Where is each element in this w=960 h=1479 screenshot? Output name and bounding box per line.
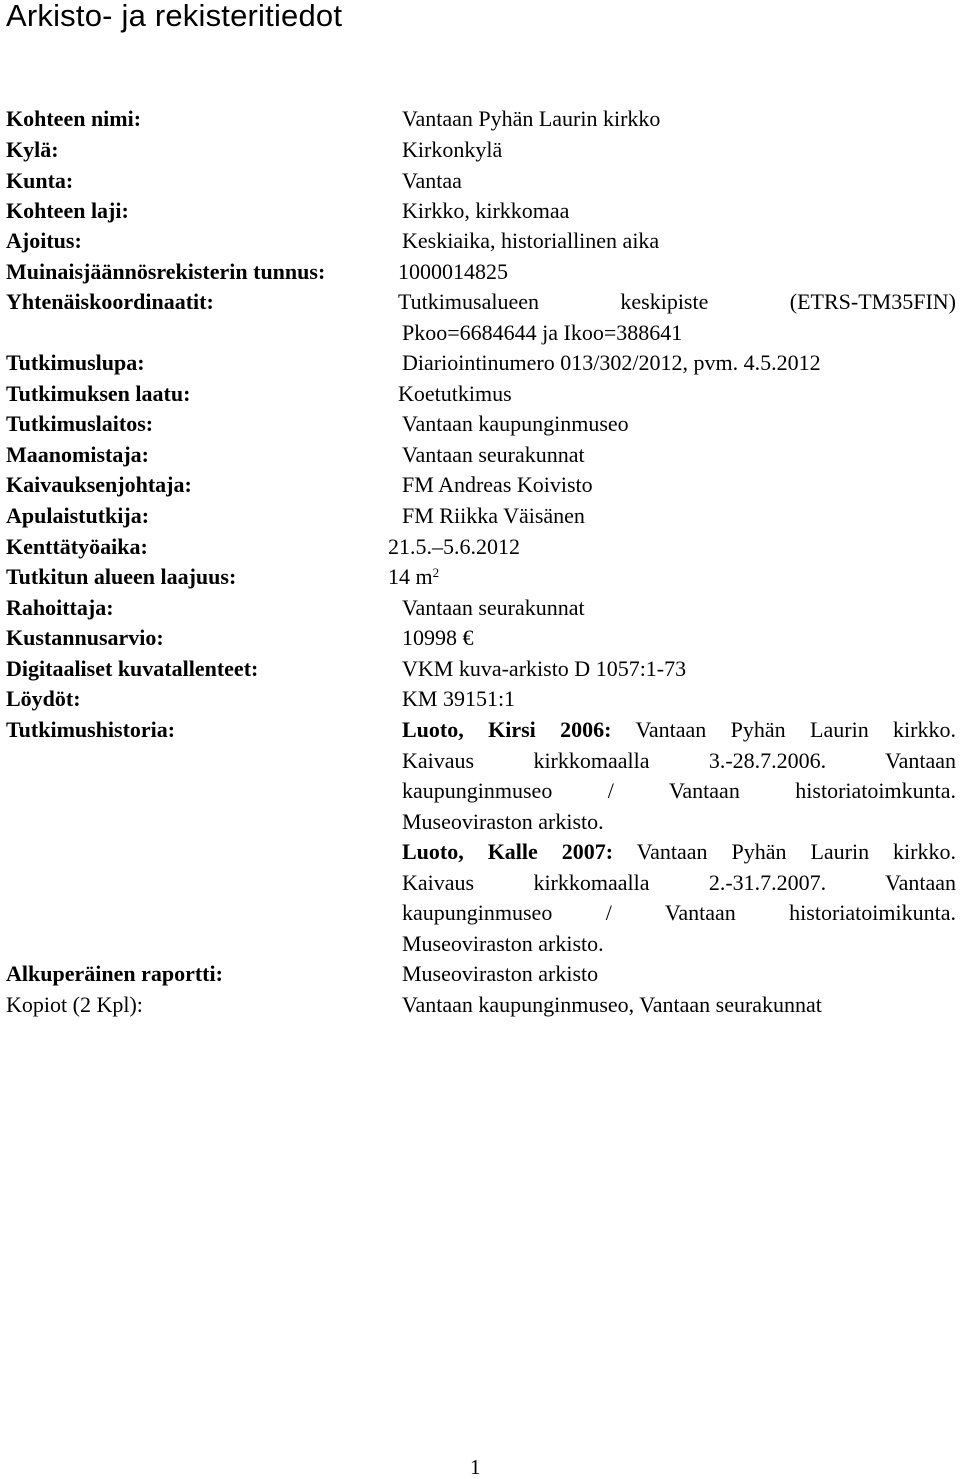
history-entry-line <box>6 868 956 898</box>
field-label: Kohteen nimi: <box>6 106 142 131</box>
page-title: Arkisto- ja rekisteritiedot <box>6 0 343 33</box>
field-tutkimuslupa <box>6 348 956 378</box>
field-kaivauksenjohtaja <box>6 470 956 500</box>
field-value: KM 39151:1 <box>402 686 516 711</box>
field-label: Kunta: <box>6 168 74 193</box>
field-tutkimuslaitos <box>6 409 956 439</box>
history-text: kaupunginmuseo / Vantaan historiatoimikunta. <box>402 900 956 925</box>
field-label: Tutkimuslupa: <box>6 350 145 375</box>
field-value: Vantaan seurakunnat <box>402 442 585 467</box>
field-value: 1000014825 <box>398 259 508 284</box>
field-label: Kenttätyöaika: <box>6 534 148 559</box>
history-entry-line <box>6 746 956 776</box>
field-label: Kohteen laji: <box>6 198 129 223</box>
field-kopiot <box>6 990 956 1020</box>
field-tunnus <box>6 257 956 287</box>
history-text: Kaivaus kirkkomaalla 3.-28.7.2006. Vantaan <box>402 748 956 773</box>
field-kenttatyoaika <box>6 532 956 562</box>
field-kohteen-laji <box>6 196 956 226</box>
field-label: Tutkitun alueen laajuus: <box>6 564 237 589</box>
field-value: Vantaan seurakunnat <box>402 595 585 620</box>
field-label: Ajoitus: <box>6 228 82 253</box>
field-value: Vantaan kaupunginmuseo <box>402 411 629 436</box>
field-kunta <box>6 166 956 196</box>
history-author: Luoto, Kalle 2007: <box>402 839 614 864</box>
field-value: Keskiaika, historiallinen aika <box>402 228 660 253</box>
field-label: Tutkimuksen laatu: <box>6 381 191 406</box>
history-title: Vantaan Pyhän Laurin kirkko. <box>636 839 956 864</box>
history-entry-line <box>6 929 956 959</box>
field-value: Diariointinumero 013/302/2012, pvm. 4.5.2012 <box>402 350 821 375</box>
area-value: 14 m <box>388 564 433 589</box>
field-kyla <box>6 135 956 165</box>
history-text: kaupunginmuseo / Vantaan historiatoimkunta. <box>402 778 956 803</box>
field-value: 10998 € <box>402 625 474 650</box>
field-koordinaatit <box>6 287 956 317</box>
field-value: FM Andreas Koivisto <box>402 472 593 497</box>
field-label: Tutkimuslaitos: <box>6 411 154 436</box>
field-label: Kaivauksenjohtaja: <box>6 472 192 497</box>
field-value: Vantaan Pyhän Laurin kirkko <box>402 106 661 131</box>
field-alkuperainen <box>6 959 956 989</box>
field-value: Pkoo=6684644 ja Ikoo=388641 <box>402 320 683 345</box>
history-text: Museoviraston arkisto. <box>402 931 604 956</box>
field-laajuus <box>6 562 956 592</box>
area-exponent: 2 <box>432 565 440 580</box>
field-label: Digitaaliset kuvatallenteet: <box>6 656 259 681</box>
field-label: Rahoittaja: <box>6 595 114 620</box>
page-number: 1 <box>470 1455 481 1479</box>
field-label: Muinaisjäännösrekisterin tunnus: <box>6 259 326 284</box>
field-label: Apulaistutkija: <box>6 503 150 528</box>
field-label: Tutkimushistoria: <box>6 717 176 742</box>
field-ajoitus <box>6 226 956 256</box>
history-text: Kaivaus kirkkomaalla 2.-31.7.2007. Vantaan <box>402 870 956 895</box>
field-apulaistutkija <box>6 501 956 531</box>
history-entry-line <box>6 776 956 806</box>
history-entry-line <box>6 807 956 837</box>
field-kustannusarvio <box>6 623 956 653</box>
field-label: Kopiot (2 Kpl): <box>6 992 143 1017</box>
history-entry-line <box>6 837 956 867</box>
field-label: Löydöt: <box>6 686 81 711</box>
field-tutkimushistoria <box>6 715 956 745</box>
field-value: 21.5.–5.6.2012 <box>388 534 520 559</box>
field-value: Kirkonkylä <box>402 137 503 162</box>
field-kuvatallenteet <box>6 654 956 684</box>
field-maanomistaja <box>6 440 956 470</box>
history-title: Vantaan Pyhän Laurin kirkko. <box>635 717 956 742</box>
field-loydot <box>6 684 956 714</box>
field-value <box>388 562 956 592</box>
field-value: Koetutkimus <box>398 381 512 406</box>
field-label: Kustannusarvio: <box>6 625 164 650</box>
field-value: Kirkko, kirkkomaa <box>402 198 570 223</box>
history-text: Museoviraston arkisto. <box>402 809 604 834</box>
field-koordinaatit-cont <box>6 318 956 348</box>
field-label: Yhtenäiskoordinaatit: <box>6 289 214 314</box>
history-entry-line <box>402 715 956 745</box>
field-label: Kylä: <box>6 137 59 162</box>
field-laatu <box>6 379 956 409</box>
history-entry-line <box>402 837 956 867</box>
field-kohteen-nimi <box>6 104 956 134</box>
field-value: Tutkimusalueen keskipiste (ETRS-TM35FIN) <box>398 289 956 314</box>
field-value: FM Riikka Väisänen <box>402 503 585 528</box>
field-value: Vantaa <box>402 168 462 193</box>
history-entry-line <box>6 898 956 928</box>
field-rahoittaja <box>6 593 956 623</box>
field-value: Vantaan kaupunginmuseo, Vantaan seurakunnat <box>402 992 822 1017</box>
history-author: Luoto, Kirsi 2006: <box>402 717 612 742</box>
field-label: Alkuperäinen raportti: <box>6 961 223 986</box>
field-label: Maanomistaja: <box>6 442 149 467</box>
field-value: VKM kuva-arkisto D 1057:1-73 <box>402 656 687 681</box>
field-value: Museoviraston arkisto <box>402 961 599 986</box>
